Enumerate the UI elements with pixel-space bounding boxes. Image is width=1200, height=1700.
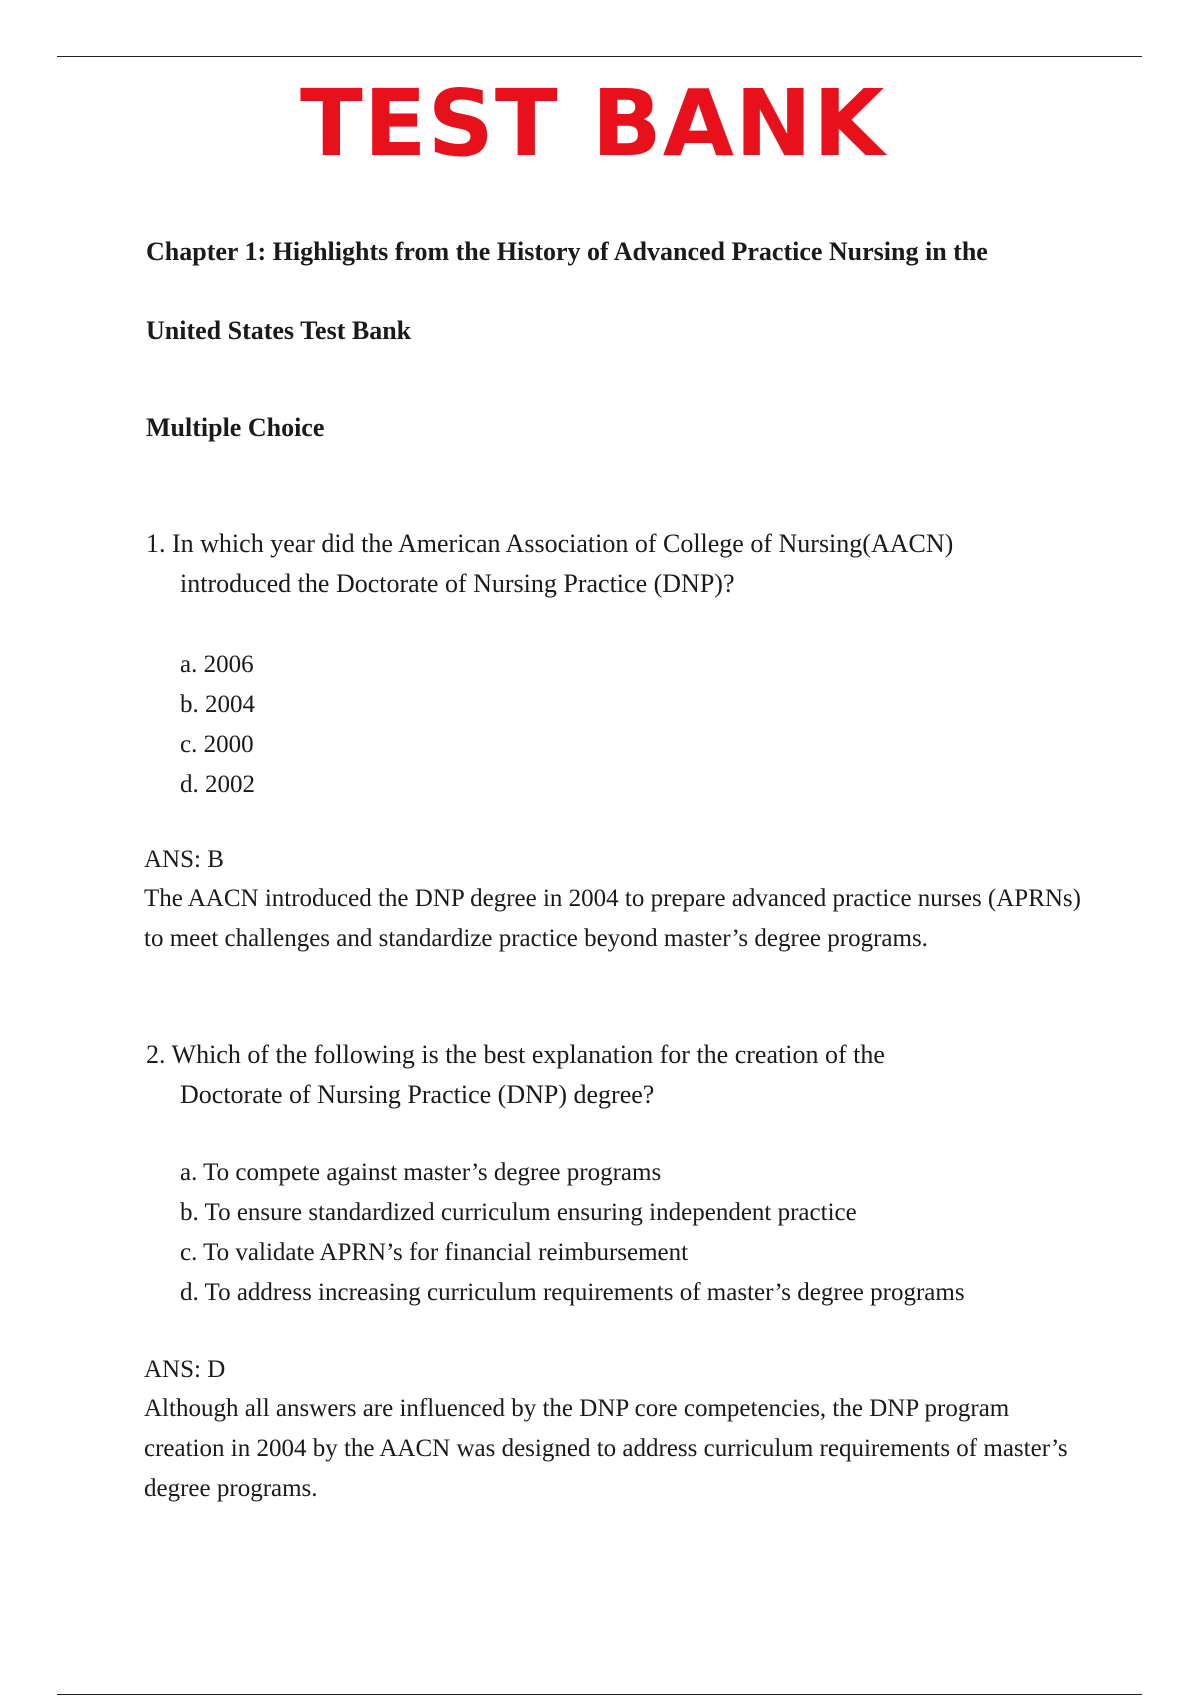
question-2-answer: ANS: D bbox=[144, 1356, 226, 1383]
option-c: c. 2000 bbox=[180, 731, 254, 758]
option-b: b. To ensure standardized curriculum ensuring independent practice bbox=[180, 1199, 857, 1226]
section-heading: Multiple Choice bbox=[146, 413, 325, 442]
question-1-rationale: The AACN introduced the DNP degree in 2004 to prepare advanced practice nurses (APRNs) to meet challenges and standardize practice beyond master’s degree programs. bbox=[144, 885, 1081, 952]
top-divider bbox=[57, 56, 1142, 57]
option-b: b. 2004 bbox=[180, 691, 255, 718]
option-a: a. 2006 bbox=[180, 651, 254, 678]
question-1-number: 1. bbox=[146, 529, 166, 558]
question-2 bbox=[146, 1035, 1106, 1115]
question-1-line2: introduced the Doctorate of Nursing Practice (DNP)? bbox=[180, 569, 735, 598]
bottom-divider bbox=[57, 1694, 1142, 1695]
question-2-text: Which of the following is the best explanation for the creation of the bbox=[171, 1040, 885, 1069]
chapter-heading-line2: United States Test Bank bbox=[146, 316, 412, 345]
question-1-text: In which year did the American Association of College of Nursing(AACN) bbox=[172, 529, 954, 558]
question-1-answer: ANS: B bbox=[144, 846, 224, 873]
option-a: a. To compete against master’s degree programs bbox=[180, 1159, 662, 1186]
question-2-number: 2. bbox=[146, 1040, 166, 1069]
question-1-options bbox=[180, 645, 255, 805]
question-2-line1 bbox=[146, 1035, 1106, 1075]
question-2-options bbox=[180, 1153, 965, 1313]
question-2-line2: Doctorate of Nursing Practice (DNP) degree? bbox=[180, 1080, 655, 1109]
option-d: d. 2002 bbox=[180, 771, 255, 798]
question-1 bbox=[146, 524, 1106, 604]
page-title: TEST BANK bbox=[300, 70, 886, 177]
option-d: d. To address increasing curriculum requirements of master’s degree programs bbox=[180, 1279, 965, 1306]
question-1-line1 bbox=[146, 524, 1106, 564]
question-2-rationale: Although all answers are influenced by the DNP core competencies, the DNP program creation in 2004 by the AACN was designed to address curriculum requirements of master’s degree programs. bbox=[144, 1395, 1068, 1502]
option-c: c. To validate APRN’s for financial reimbursement bbox=[180, 1239, 689, 1266]
chapter-heading-line1: Chapter 1: Highlights from the History of Advanced Practice Nursing in the bbox=[146, 237, 988, 266]
